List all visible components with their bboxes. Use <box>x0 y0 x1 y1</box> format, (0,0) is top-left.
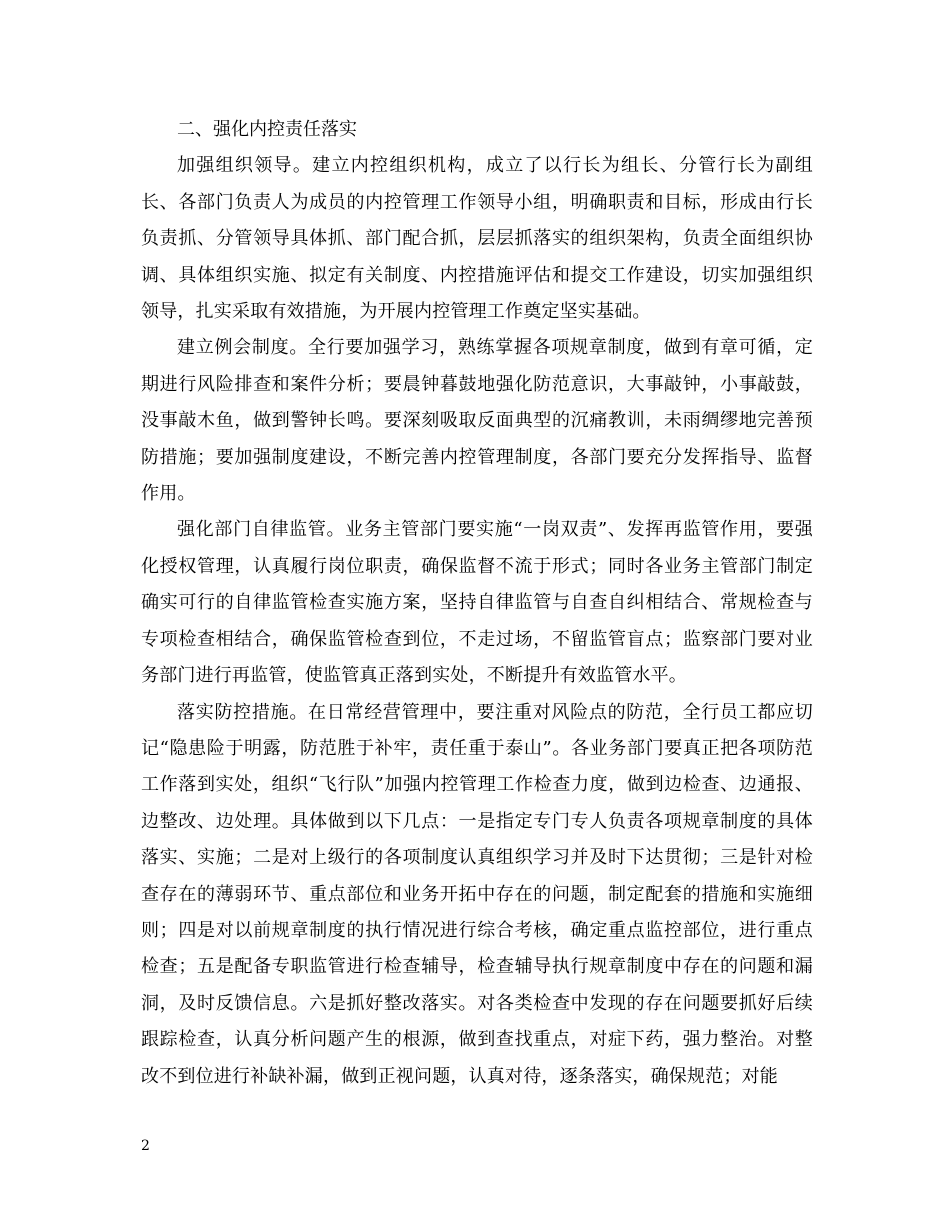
paragraph-self-regulation: 强化部门自律监管。业务主管部门要实施“一岗双责”、发挥再监管作用，要强化授权管理，认真履行岗位职责，确保监督不流于形式；同时各业务主管部门制定确实可行的自律监管检查实施方案，坚持自律监管与自查自纠相结合、常规检查与专项检查相结合，确保监管检查到位，不走过场，不留监管盲点；监察部门要对业务部门进行再监管，使监管真正落到实处，不断提升有效监管水平。 <box>141 519 813 687</box>
body-text <box>141 112 813 1095</box>
paragraph-regular-meeting: 建立例会制度。全行要加强学习，熟练掌握各项规章制度，做到有章可循，定期进行风险排查和案件分析；要晨钟暮鼓地强化防范意识，大事敲钟，小事敲鼓，没事敲木鱼，做到警钟长鸣。要深刻吸取反面典型的沉痛教训，未雨绸缪地完善预防措施；要加强制度建设，不断完善内控管理制度，各部门要充分发挥指导、监督作用。 <box>141 337 813 505</box>
paragraph-prevention-measures: 落实防控措施。在日常经营管理中，要注重对风险点的防范，全行员工都应切记“隐患险于明露，防范胜于补牢，责任重于泰山”。各业务部门要真正把各项防范工作落到实处，组织“飞行队”加强内控管理工作检查力度，做到边检查、边通报、边整改、边处理。具体做到以下几点：一是指定专门专人负责各项规章制度的具体落实、实施；二是对上级行的各项制度认真组织学习并及时下达贯彻；三是针对检查存在的薄弱环节、重点部位和业务开拓中存在的问题，制定配套的措施和实施细则；四是对以前规章制度的执行情况进行综合考核，确定重点监控部位，进行重点检查；五是配备专职监管进行检查辅导，检查辅导执行规章制度中存在的问题和漏洞，及时反馈信息。六是抓好整改落实。对各类检查中发现的存在问题要抓好后续跟踪检查，认真分析问题产生的根源，做到查找重点，对症下药，强力整治。对整改不到位进行补缺补漏，做到正视问题，认真对待，逐条落实，确保规范；对能 <box>141 701 813 1087</box>
section-heading: 二、强化内控责任落实 <box>177 119 357 140</box>
paragraph-organization-leadership: 加强组织领导。建立内控组织机构，成立了以行长为组长、分管行长为副组长、各部门负责人为成员的内控管理工作领导小组，明确职责和目标，形成由行长负责抓、分管领导具体抓、部门配合抓，层层抓落实的组织架构，负责全面组织协调、具体组织实施、拟定有关制度、内控措施评估和提交工作建设，切实加强组织领导，扎实采取有效措施，为开展内控管理工作奠定坚实基础。 <box>141 155 813 323</box>
page-number: 2 <box>141 1138 150 1154</box>
